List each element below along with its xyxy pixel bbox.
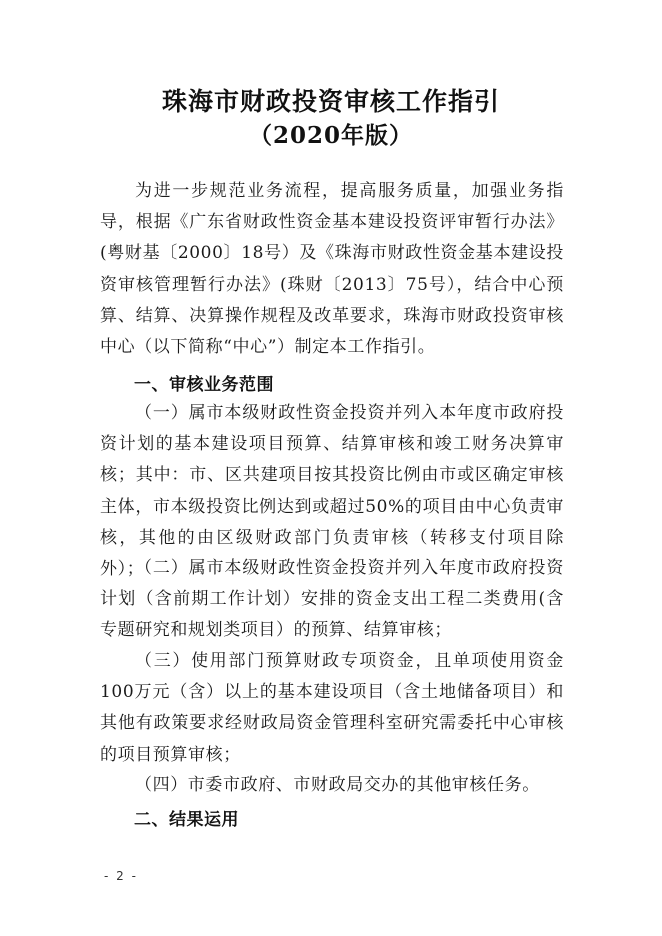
document-edition: （2020年版） [248,122,413,149]
intro-paragraph: 为进一步规范业务流程，提高服务质量，加强业务指导，根据《广东省财政性资金基本建设投资评审暂行办法》(粤财基〔2000〕18号）及《珠海市财政性资金基本建设投资审核管理暂行办法》(珠财〔2013〕75号），结合中心预算、结算、决算操作规程及改革要求，珠海市财政投资审核中心（以下简称“中心”）制定本工作指引。 [100,181,564,358]
section-heading-results: 二、结果运用 [134,810,239,830]
document-title: 珠海市财政投资审核工作指引 [161,87,500,116]
scope-item-3: （三）使用部门预算财政专项资金，且单项使用资金100万元（含）以上的基本建设项目（含土地储备项目）和其他有政策要求经财政局资金管理科室研究需委托中心审核的项目预算审核； [100,651,564,765]
scope-item-1: （一）属市本级财政性资金投资并列入本年度市政府投资计划的基本建设项目预算、结算审核和竣工财务决算审核；其中：市、区共建项目按其投资比例由市或区确定审核主体，市本级投资比例达到或超过50%的项目由中心负责审核，其他的由区级财政部门负责审核（转移支付项目除外）； [100,403,564,580]
section-heading-scope: 一、审核业务范围 [134,375,274,395]
page-number: - 2 - [104,869,138,883]
scope-item-4: （四）市委市政府、市财政局交办的其他审核任务。 [135,775,540,795]
scope-item-2: （二）属市本级财政性资金投资并列入年度市政府投资计划（含前期工作计划）安排的资金支出工程二类费用(含专题研究和规划类项目）的预算、结算审核； [100,558,564,641]
